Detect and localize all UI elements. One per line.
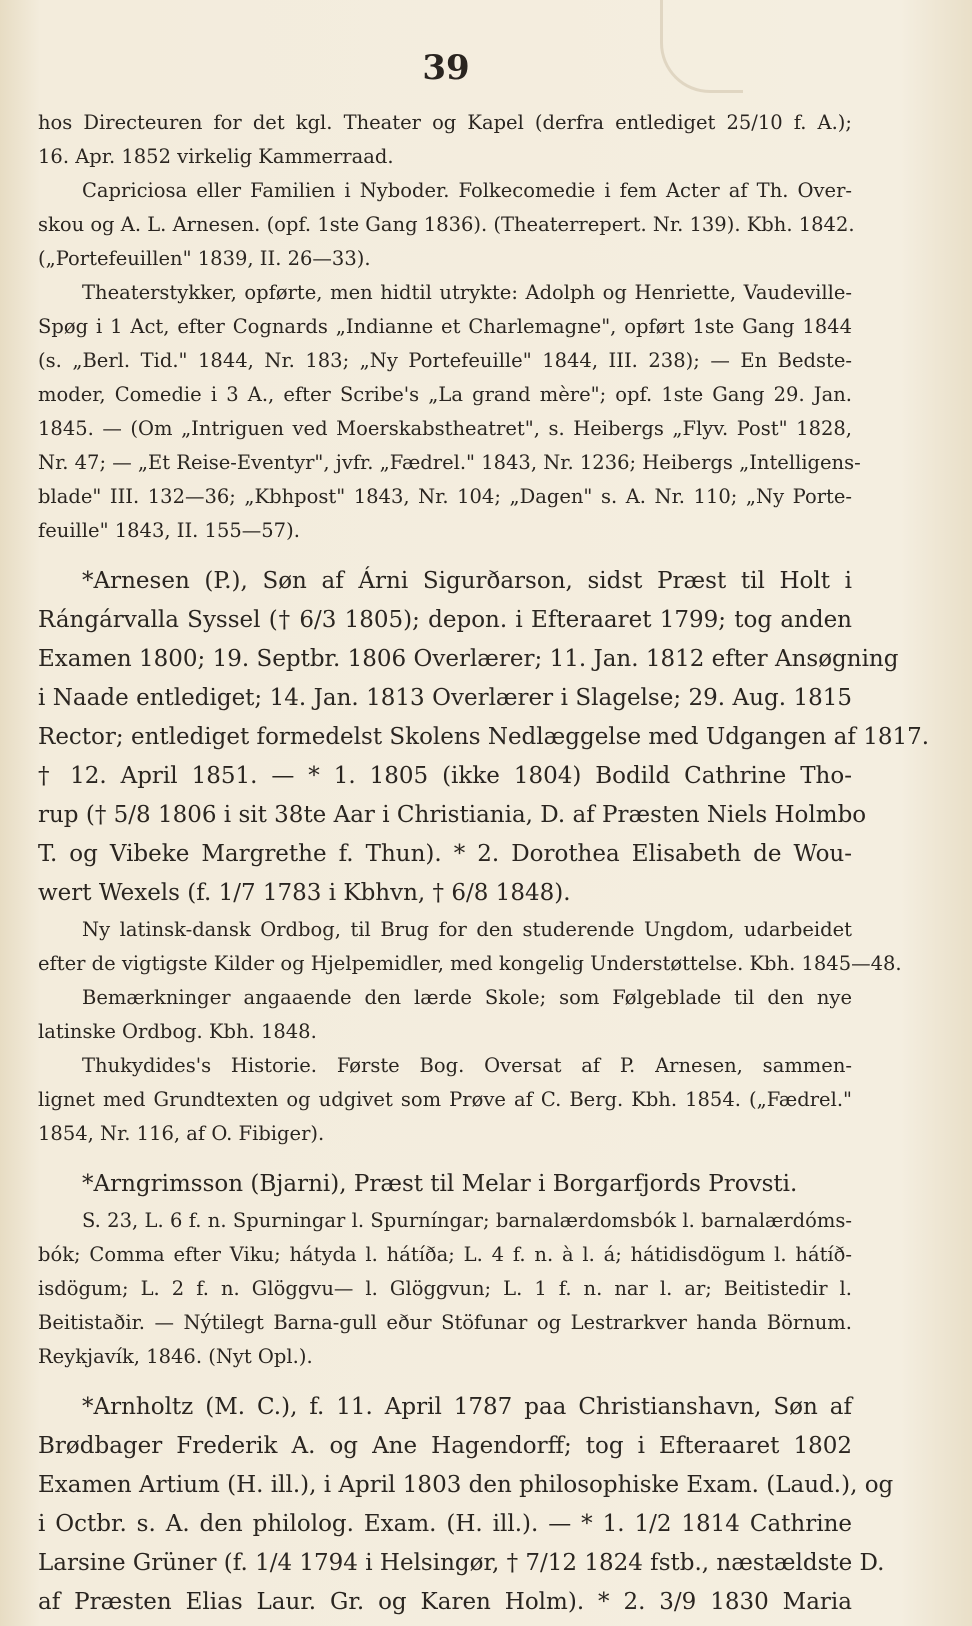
text-line: T. og Vibeke Margrethe f. Thun). * 2. Dorothea Elisabeth de Wou-	[38, 841, 852, 867]
text-line: *Arnesen (P.), Søn af Árni Sigurðarson, sidst Præst til Holt i	[82, 568, 852, 594]
text-line: 1854, Nr. 116, af O. Fibiger).	[38, 1122, 325, 1145]
text-line: *Arngrimsson (Bjarni), Præst til Melar i Borgarfjords Provsti.	[82, 1171, 798, 1197]
text-line: bók; Comma efter Viku; hátyda l. hátíða; L. 4 f. n. à l. á; hátidisdögum l. hátíð-	[38, 1243, 852, 1266]
text-line: efter de vigtigste Kilder og Hjelpemidler, med kongelig Understøttelse. Kbh. 1845—48.	[38, 952, 902, 975]
text-line: lignet med Grundtexten og udgivet som Prøve af C. Berg. Kbh. 1854. („Fædrel."	[38, 1088, 852, 1111]
page-number: 39	[422, 48, 470, 88]
text-line: S. 23, L. 6 f. n. Spurningar l. Spurníngar; barnalærdomsbók l. barnalærdóms-	[82, 1209, 852, 1232]
text-line: skou og A. L. Arnesen. (opf. 1ste Gang 1836). (Theaterrepert. Nr. 139). Kbh. 1842.	[38, 213, 855, 236]
entry-gap	[38, 1151, 852, 1165]
text-line: Rector; entlediget formedelst Skolens Nedlæggelse med Udgangen af 1817.	[38, 724, 930, 750]
text-line: i Octbr. s. A. den philolog. Exam. (H. ill.). — * 1. 1/2 1814 Cathrine	[38, 1511, 852, 1537]
text-line: *Arnholtz (M. C.), f. 11. April 1787 paa Christianshavn, Søn af	[82, 1394, 852, 1420]
text-line: † 12. April 1851. — * 1. 1805 (ikke 1804) Bodild Cathrine Tho-	[38, 763, 852, 789]
text-line: Larsine Grüner (f. 1/4 1794 i Helsingør, † 7/12 1824 fstb., næstældste D.	[38, 1550, 885, 1576]
text-line: Nr. 47; — „Et Reise-Eventyr", jvfr. „Fædrel." 1843, Nr. 1236; Heibergs „Intelligens-	[38, 451, 861, 474]
text-line: rup († 5/8 1806 i sit 38te Aar i Christiania, D. af Præsten Niels Holmbo	[38, 802, 867, 828]
text-line: 1845. — (Om „Intriguen ved Moerskabstheatret", s. Heibergs „Flyv. Post" 1828,	[38, 417, 852, 440]
text-line: Reykjavík, 1846. (Nyt Opl.).	[38, 1345, 313, 1368]
text-line: i Naade entlediget; 14. Jan. 1813 Overlærer i Slagelse; 29. Aug. 1815	[38, 685, 852, 711]
text-line: Capriciosa eller Familien i Nyboder. Folkecomedie i fem Acter af Th. Over-	[82, 179, 852, 202]
text-line: 16. Apr. 1852 virkelig Kammerraad.	[38, 145, 394, 168]
text-line: af Præsten Elias Laur. Gr. og Karen Holm). * 2. 3/9 1830 Maria	[38, 1589, 852, 1615]
text-line: Examen Artium (H. ill.), i April 1803 den philosophiske Exam. (Laud.), og	[38, 1472, 894, 1498]
text-line: Bemærkninger angaaende den lærde Skole; som Følgeblade til den nye	[82, 986, 852, 1009]
text-line: blade" III. 132—36; „Kbhpost" 1843, Nr. 104; „Dagen" s. A. Nr. 110; „Ny Porte-	[38, 485, 852, 508]
page-text	[38, 106, 930, 1622]
entry-gap	[38, 1374, 852, 1388]
text-line: Brødbager Frederik A. og Ane Hagendorff; tog i Efteraaret 1802	[38, 1433, 852, 1459]
text-line: (s. „Berl. Tid." 1844, Nr. 183; „Ny Portefeuille" 1844, III. 238); — En Bedste-	[38, 349, 852, 372]
text-line: Ny latinsk-dansk Ordbog, til Brug for den studerende Ungdom, udarbeidet	[82, 918, 852, 941]
text-line: Thukydides's Historie. Første Bog. Oversat af P. Arnesen, sammen-	[82, 1054, 852, 1077]
text-line: feuille" 1843, II. 155—57).	[38, 519, 300, 542]
text-line: Examen 1800; 19. Septbr. 1806 Overlærer; 11. Jan. 1812 efter Ansøgning	[38, 646, 899, 672]
text-line: Spøg i 1 Act, efter Cognards „Indianne et Charlemagne", opført 1ste Gang 1844	[38, 315, 852, 338]
text-line: latinske Ordbog. Kbh. 1848.	[38, 1020, 317, 1043]
text-line: moder, Comedie i 3 A., efter Scribe's „La grand mère"; opf. 1ste Gang 29. Jan.	[38, 383, 852, 406]
text-line: hos Directeuren for det kgl. Theater og Kapel (derfra entlediget 25/10 f. A.);	[38, 111, 852, 134]
text-line: Beitistaðir. — Nýtilegt Barna-gull eður Stöfunar og Lestrarkver handa Börnum.	[38, 1311, 852, 1334]
entry-gap	[38, 548, 852, 562]
text-line: Rángárvalla Syssel († 6/3 1805); depon. i Efteraaret 1799; tog anden	[38, 607, 852, 633]
text-line: isdögum; L. 2 f. n. Glöggvu— l. Glöggvun; L. 1 f. n. nar l. ar; Beitistedir l.	[38, 1277, 852, 1300]
text-line: („Portefeuillen" 1839, II. 26—33).	[38, 247, 371, 270]
text-line: wert Wexels (f. 1/7 1783 i Kbhvn, † 6/8 1848).	[38, 880, 571, 906]
text-line: Theaterstykker, opførte, men hidtil utrykte: Adolph og Henriette, Vaudeville-	[82, 281, 852, 304]
